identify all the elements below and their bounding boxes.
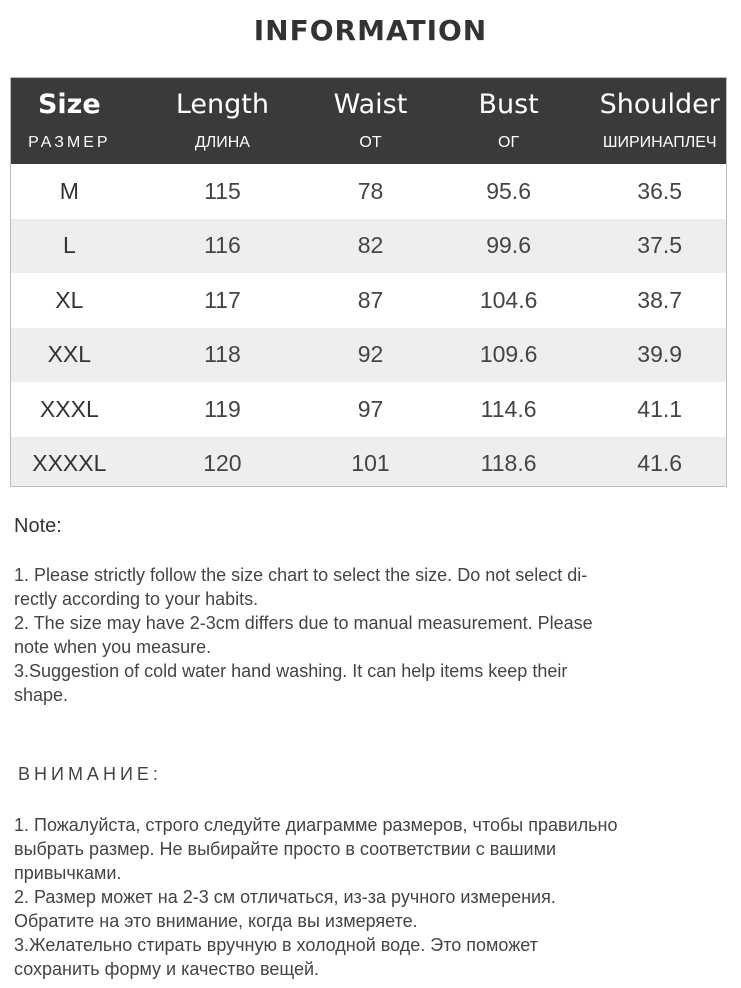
cell-size: XXXXL	[32, 450, 107, 477]
note-text	[14, 563, 714, 707]
table-row	[11, 219, 726, 274]
ru-note-line: выбрать размер. Не выбирайте просто в соответствии с вашими	[14, 839, 557, 859]
cell-shoulder: 37.5	[637, 232, 683, 259]
header-label-en: Waist	[333, 89, 408, 120]
ru-note-line: Обратите на это внимание, когда вы измеряете.	[14, 911, 418, 931]
cell-shoulder: 38.7	[637, 286, 683, 313]
note-line: note when you measure.	[14, 637, 212, 657]
table-row	[11, 328, 726, 383]
cell-waist: 78	[357, 177, 384, 204]
table-row	[11, 382, 726, 437]
header-label-en: Bust	[478, 89, 539, 120]
header-bust	[424, 78, 594, 164]
cell-size: L	[62, 232, 76, 259]
cell-waist: 82	[357, 232, 384, 259]
header-label-ru: ОТ	[359, 134, 382, 151]
ru-note-line: привычками.	[14, 863, 122, 883]
cell-bust: 118.6	[480, 450, 537, 477]
cell-length: 120	[203, 450, 242, 477]
cell-shoulder: 36.5	[637, 177, 683, 204]
header-length	[128, 78, 317, 164]
cell-shoulder: 41.6	[637, 450, 683, 477]
cell-waist: 87	[357, 286, 384, 313]
cell-bust: 114.6	[480, 395, 537, 422]
cell-size: M	[59, 177, 79, 204]
ru-note-text	[14, 813, 724, 981]
header-size	[11, 78, 128, 164]
header-label-ru: ДЛИНА	[194, 134, 250, 151]
header-label-en: Size	[37, 89, 101, 120]
note-line: 3.Suggestion of cold water hand washing. It can help items keep their	[14, 661, 568, 681]
cell-size: XXXL	[39, 395, 99, 422]
table-row	[11, 273, 726, 328]
cell-size: XL	[55, 286, 84, 313]
cell-waist: 101	[351, 450, 390, 477]
note-line: rectly according to your habits.	[14, 589, 259, 609]
table-row	[11, 164, 726, 219]
size-chart-table	[10, 77, 727, 487]
note-line: 2. The size may have 2-3cm differs due to manual measurement. Please	[14, 613, 593, 633]
cell-length: 119	[204, 395, 241, 422]
cell-bust: 104.6	[479, 286, 538, 313]
cell-waist: 92	[357, 341, 384, 368]
header-waist	[317, 78, 424, 164]
table-row	[11, 437, 726, 488]
cell-length: 117	[204, 286, 241, 313]
cell-length: 116	[204, 232, 241, 259]
header-shoulder	[593, 78, 726, 164]
header-label-ru: РАЗМЕР	[28, 134, 111, 151]
cell-bust: 109.6	[479, 341, 538, 368]
header-label-ru: ШИРИНАПЛЕЧ	[602, 134, 717, 151]
cell-shoulder: 41.1	[637, 395, 683, 422]
header-label-ru: ОГ	[498, 134, 520, 151]
cell-waist: 97	[357, 395, 384, 422]
cell-bust: 99.6	[486, 232, 531, 259]
header-label-en: Length	[175, 89, 269, 120]
note-heading: Note:	[14, 515, 62, 537]
cell-length: 118	[204, 341, 241, 368]
page-title: INFORMATION	[253, 14, 488, 47]
ru-note-line: 2. Размер может на 2-3 см отличаться, из-за ручного измерения.	[14, 887, 556, 907]
ru-note-heading: ВНИМАНИЕ:	[18, 764, 162, 784]
ru-note-line: сохранить форму и качество вещей.	[14, 959, 320, 979]
ru-note-line: 1. Пожалуйста, строго следуйте диаграмме размеров, чтобы правильно	[14, 815, 618, 835]
cell-length: 115	[204, 177, 241, 204]
ru-note-line: 3.Желательно стирать вручную в холодной воде. Это поможет	[14, 935, 538, 955]
cell-shoulder: 39.9	[637, 341, 683, 368]
note-line: 1. Please strictly follow the size chart to select the size. Do not select di-	[14, 565, 588, 585]
cell-bust: 95.6	[486, 177, 531, 204]
note-line: shape.	[14, 685, 69, 705]
header-label-en: Shoulder	[599, 89, 720, 120]
cell-size: XXL	[47, 341, 92, 368]
table-header	[11, 78, 726, 164]
